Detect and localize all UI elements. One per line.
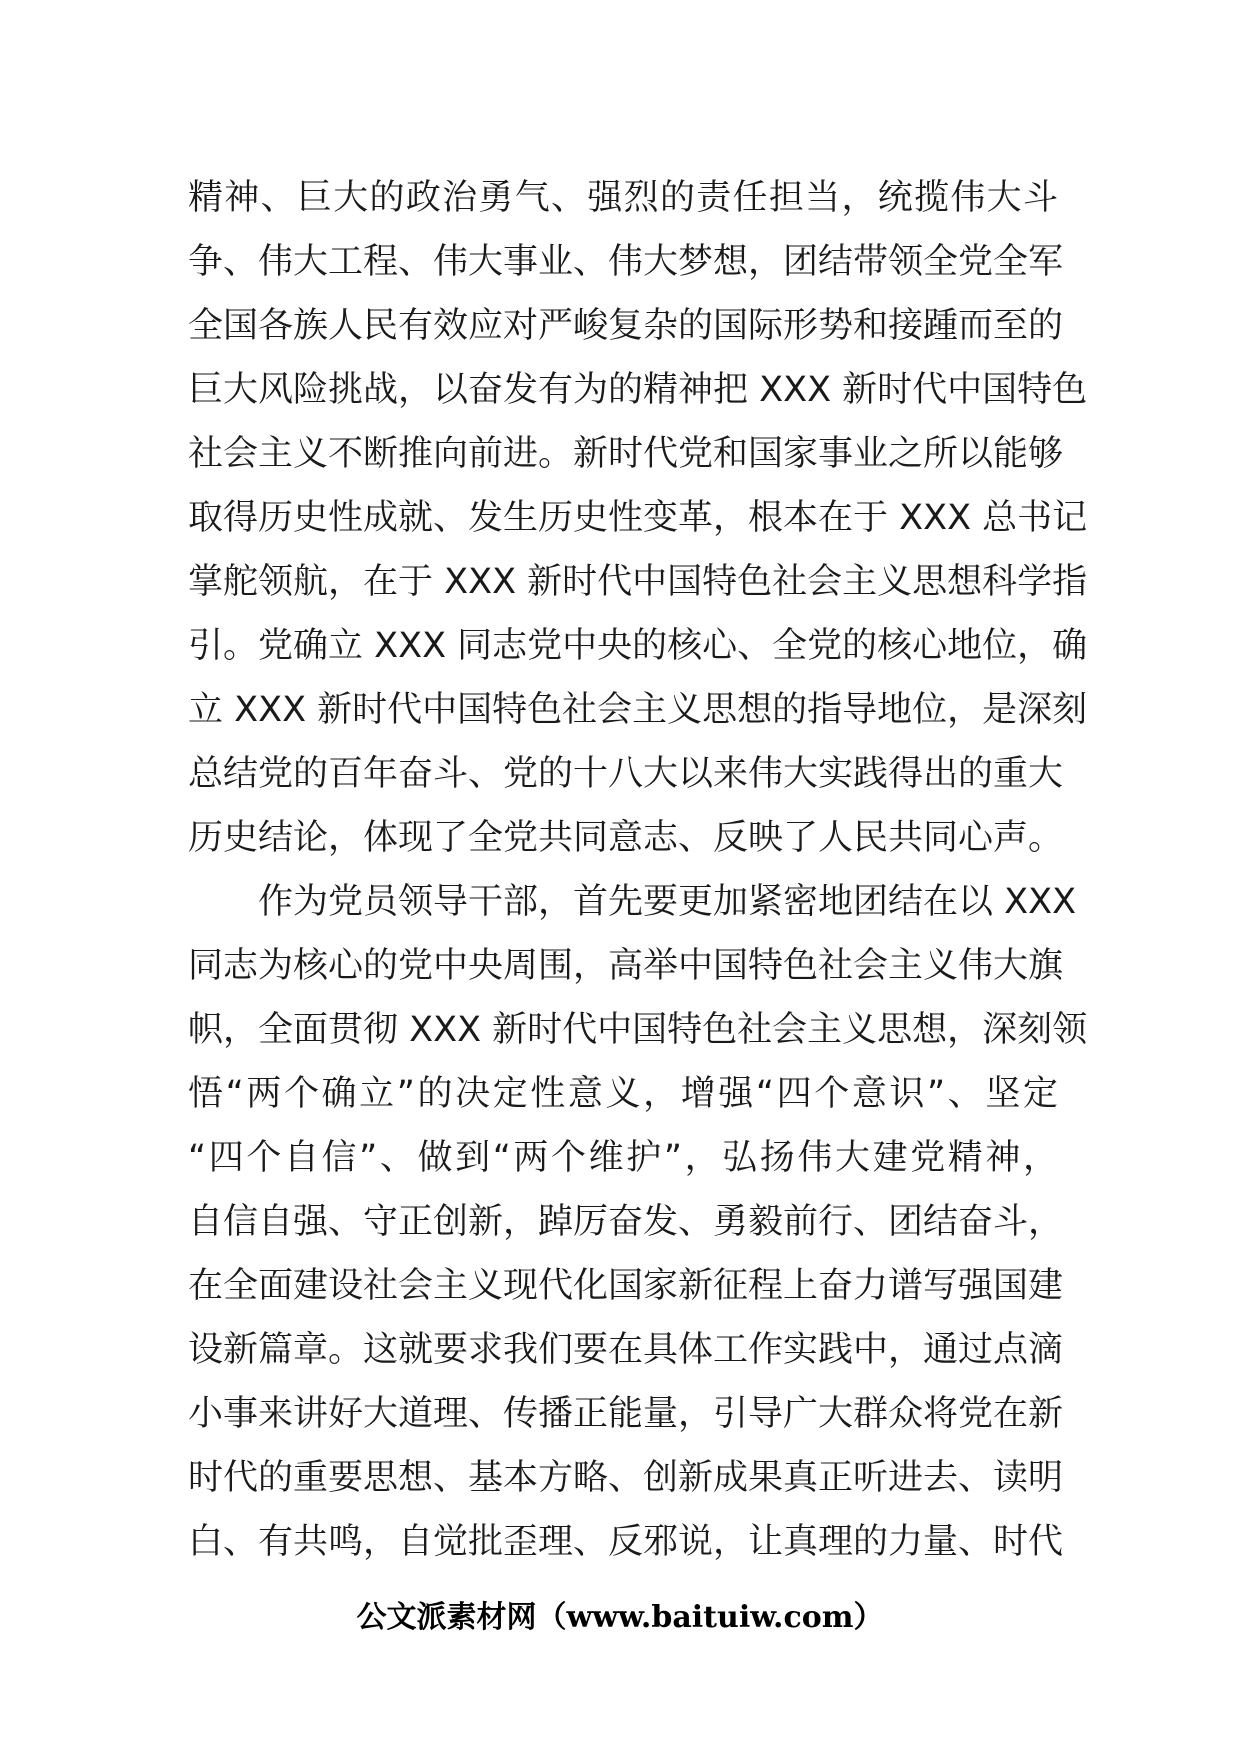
- text-line: 社会主义不断推向前进。新时代党和国家事业之所以能够: [188, 434, 1064, 474]
- text-line: 白、有共鸣，自觉批歪理、反邪说，让真理的力量、时代: [188, 1522, 1064, 1562]
- text-line: 自信自强、守正创新，踔厉奋发、勇毅前行、团结奋斗，: [188, 1202, 1064, 1242]
- text-line: 时代的重要思想、基本方略、创新成果真正听进去、读明: [188, 1458, 1064, 1498]
- text-line: 巨大风险挑战，以奋发有为的精神把 XXX 新时代中国特色: [188, 370, 1088, 410]
- text-line: 作为党员领导干部，首先要更加紧密地团结在以 XXX: [258, 882, 1077, 922]
- text-line: 帜，全面贯彻 XXX 新时代中国特色社会主义思想，深刻领: [188, 1010, 1088, 1050]
- text-line: 总结党的百年奋斗、党的十八大以来伟大实践得出的重大: [188, 754, 1064, 794]
- paragraph-1: [188, 166, 1088, 870]
- text-line: 历史结论，体现了全党共同意志、反映了人民共同心声。: [188, 818, 1064, 858]
- paragraph-2: [188, 870, 1088, 1574]
- text-line: 掌舵领航，在于 XXX 新时代中国特色社会主义思想科学指: [188, 562, 1088, 602]
- text-line: 悟“两个确立”的决定性意义，增强“四个意识”、坚定: [188, 1074, 1058, 1114]
- text-line: 在全面建设社会主义现代化国家新征程上奋力谱写强国建: [188, 1266, 1064, 1306]
- text-line: “四个自信”、做到“两个维护”，弘扬伟大建党精神，: [188, 1138, 1058, 1178]
- text-line: 引。党确立 XXX 同志党中央的核心、全党的核心地位，确: [188, 626, 1088, 666]
- text-line: 同志为核心的党中央周围，高举中国特色社会主义伟大旗: [188, 946, 1064, 986]
- text-line: 全国各族人民有效应对严峻复杂的国际形势和接踵而至的: [188, 306, 1064, 346]
- text-line: 争、伟大工程、伟大事业、伟大梦想，团结带领全党全军: [188, 242, 1064, 282]
- text-line: 取得历史性成就、发生历史性变革，根本在于 XXX 总书记: [188, 498, 1088, 538]
- document-body: [188, 166, 1088, 1574]
- text-line: 精神、巨大的政治勇气、强烈的责任担当，统揽伟大斗: [188, 178, 1058, 218]
- text-line: 设新篇章。这就要求我们要在具体工作实践中，通过点滴: [188, 1330, 1064, 1370]
- text-line: 小事来讲好大道理、传播正能量，引导广大群众将党在新: [188, 1394, 1064, 1434]
- footer-watermark: 公文派素材网（www.baituiw.com）: [356, 1600, 884, 1635]
- text-line: 立 XXX 新时代中国特色社会主义思想的指导地位，是深刻: [188, 690, 1088, 730]
